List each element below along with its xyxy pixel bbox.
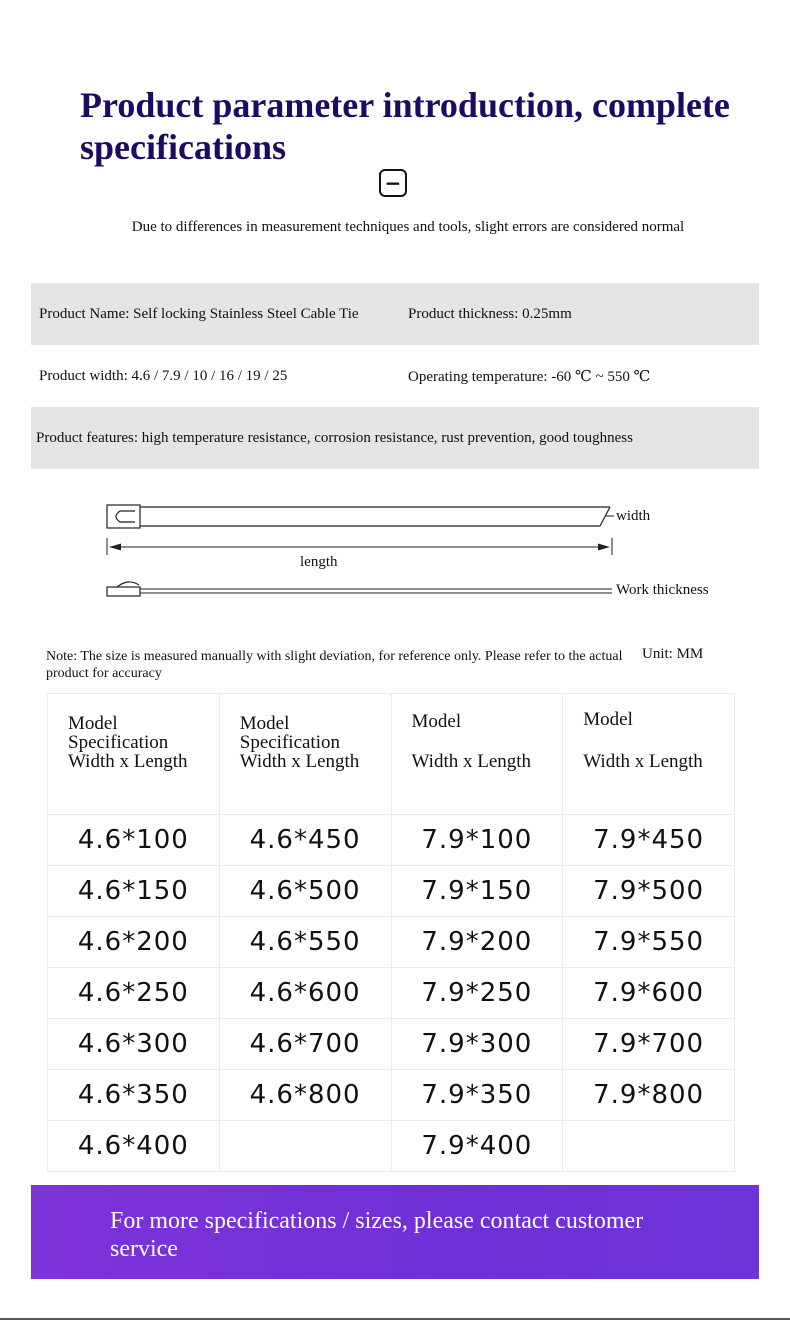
header-line: Width x Length [583,751,703,772]
table-row [48,1070,735,1121]
column-header [391,694,563,815]
table-cell: 4.6*200 [48,917,220,968]
table-cell: 7.9*700 [563,1019,735,1070]
width-label: width [616,508,651,524]
table-row [48,1019,735,1070]
product-width: Product width: 4.6 / 7.9 / 10 / 16 / 19 / 25 [39,367,288,384]
cable-tie-diagram [0,495,790,615]
table-cell [563,1121,735,1172]
header-line: Model [68,713,118,734]
table-cell: 4.6*300 [48,1019,220,1070]
table-row [48,917,735,968]
header-line: Specification [239,732,340,753]
operating-temperature: Operating temperature: -60 ℃ ~ 550 ℃ [408,368,651,385]
header-line: Width x Length [239,751,360,772]
header-line [412,731,563,752]
table-row [48,815,735,866]
table-cell: 7.9*600 [563,968,735,1019]
table-cell: 4.6*600 [219,968,391,1019]
table-cell: 4.6*350 [48,1070,220,1121]
contact-banner[interactable] [31,1185,759,1279]
header-line [583,729,734,752]
product-features: Product features: high temperature resistance, corrosion resistance, rust prevention, good toughness [36,429,633,446]
table-cell: 7.9*300 [391,1019,563,1070]
table-cell: 7.9*350 [391,1070,563,1121]
collapse-icon[interactable]: − [379,169,407,197]
side-lock [117,582,139,587]
header-line: Model [239,713,290,734]
product-name: Product Name: Self locking Stainless Steel Cable Tie [39,305,359,322]
measurement-note: Due to differences in measurement techniques and tools, slight errors are considered normal [131,219,685,235]
header-line: Model [583,709,633,730]
table-cell: 7.9*150 [391,866,563,917]
table-row [48,1121,735,1172]
banner-text: For more specifications / sizes, please contact customer service [110,1208,644,1262]
header-line: Width x Length [68,751,188,772]
table-cell: 7.9*450 [563,815,735,866]
product-thickness: Product thickness: 0.25mm [408,305,572,322]
table-cell: 4.6*800 [219,1070,391,1121]
column-header [219,694,391,815]
table-row [48,866,735,917]
table-cell: 7.9*250 [391,968,563,1019]
tie-head [107,505,140,528]
header-line: Specification [68,732,169,753]
column-header [48,694,220,815]
side-head [107,587,140,596]
table-cell: 4.6*150 [48,866,220,917]
header-line: Model [411,711,462,732]
table-cell: 7.9*100 [391,815,563,866]
table-cell: 7.9*400 [391,1121,563,1172]
table-cell: 7.9*550 [563,917,735,968]
table-cell: 4.6*700 [219,1019,391,1070]
table-cell: 4.6*450 [219,815,391,866]
page-title: Product parameter introduction, complete specifications [80,85,730,167]
tie-lock [116,511,135,522]
table-cell: 7.9*800 [563,1070,735,1121]
specification-table [47,693,735,1172]
table-header-row [48,694,735,815]
unit-label: Unit: MM [642,646,704,662]
table-cell: 4.6*550 [219,917,391,968]
work-thickness-label: Work thickness [616,582,709,598]
table-cell: 7.9*500 [563,866,735,917]
size-note: Note: The size is measured manually with slight deviation, for reference only. Please refer to the actual product for accuracy [46,649,623,681]
table-cell: 4.6*100 [48,815,220,866]
table-cell: 4.6*500 [219,866,391,917]
header-line: Width x Length [411,751,532,772]
param-row-1 [31,283,759,345]
length-arrow-left [109,544,121,551]
table-cell: 4.6*400 [48,1121,220,1172]
param-row-3 [31,407,759,469]
column-header [563,694,735,815]
table-cell: 4.6*250 [48,968,220,1019]
table-row [48,968,735,1019]
table-cell [219,1121,391,1172]
length-label: length [300,554,338,570]
param-row-2 [31,345,759,407]
table-cell: 7.9*200 [391,917,563,968]
length-arrow-right [598,544,610,551]
